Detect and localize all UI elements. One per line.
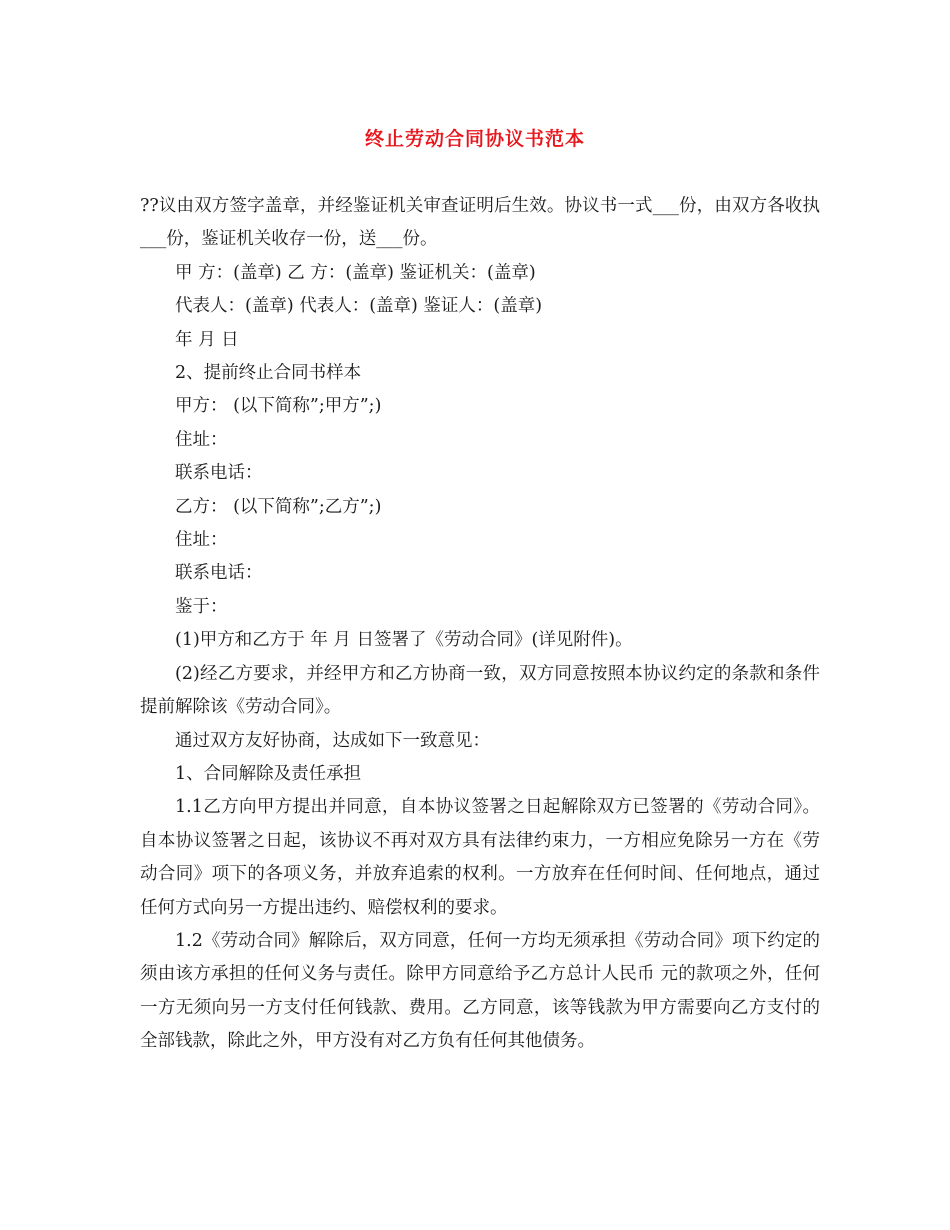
paragraph-whereas: 鉴于： <box>175 596 228 617</box>
paragraph-signature-representatives: 代表人：(盖章) 代表人：(盖章) 鉴证人：(盖章) <box>175 296 543 317</box>
paragraph-party-a: 甲方： (以下简称”;甲方”;) <box>175 396 382 417</box>
paragraph-party-a-address: 住址： <box>175 429 228 450</box>
paragraph-party-b: 乙方： (以下简称”;乙方”;) <box>175 496 382 517</box>
paragraph-whereas-1: (1)甲方和乙方于 年 月 日签署了《劳动合同》(详见附件)。 <box>175 630 633 651</box>
section-heading-termination: 1、合同解除及责任承担 <box>175 763 362 784</box>
paragraph-party-a-phone: 联系电话： <box>175 463 263 484</box>
paragraph-whereas-2: (2)经乙方要求，并经甲方和乙方协商一致，双方同意按照本协议约定的条款和条件提前解除该《劳动合同》。 <box>140 663 820 718</box>
document-title: 终止劳动合同协议书范本 <box>364 128 585 150</box>
document-body <box>140 190 820 1059</box>
paragraph-signature-parties: 甲 方：(盖章) 乙 方：(盖章) 鉴证机关：(盖章) <box>175 262 536 283</box>
paragraph-consensus: 通过双方友好协商，达成如下一致意见： <box>175 730 490 751</box>
paragraph-party-b-phone: 联系电话： <box>175 563 263 584</box>
paragraph-agreement-effect: ??议由双方签字盖章，并经鉴证机关审查证明后生效。协议书一式___份，由双方各收执___份，鉴证机关收存一份，送___份。 <box>140 196 820 250</box>
clause-1-1: 1.1乙方向甲方提出并同意，自本协议签署之日起解除双方已签署的《劳动合同》。自本协议签署之日起，该协议不再对双方具有法律约束力，一方相应免除另一方在《劳动合同》项下的各项义务，并放弃追索的权利。一方放弃在任何时间、任何地点，通过任何方式向另一方提出违约、赔偿权利的要求。 <box>140 797 820 918</box>
paragraph-date-line: 年 月 日 <box>175 329 239 350</box>
section-heading-sample: 2、提前终止合同书样本 <box>175 363 362 384</box>
paragraph-party-b-address: 住址： <box>175 530 228 551</box>
clause-1-2: 1.2《劳动合同》解除后，双方同意，任何一方均无须承担《劳动合同》项下约定的须由该方承担的任何义务与责任。除甲方同意给予乙方总计人民币 元的款项之外，任何一方无须向另一方支付任何钱款、费用。乙方同意，该等钱款为甲方需要向乙方支付的全部钱款，除此之外，甲方没有对乙方负有任何其他债务。 <box>140 930 820 1052</box>
